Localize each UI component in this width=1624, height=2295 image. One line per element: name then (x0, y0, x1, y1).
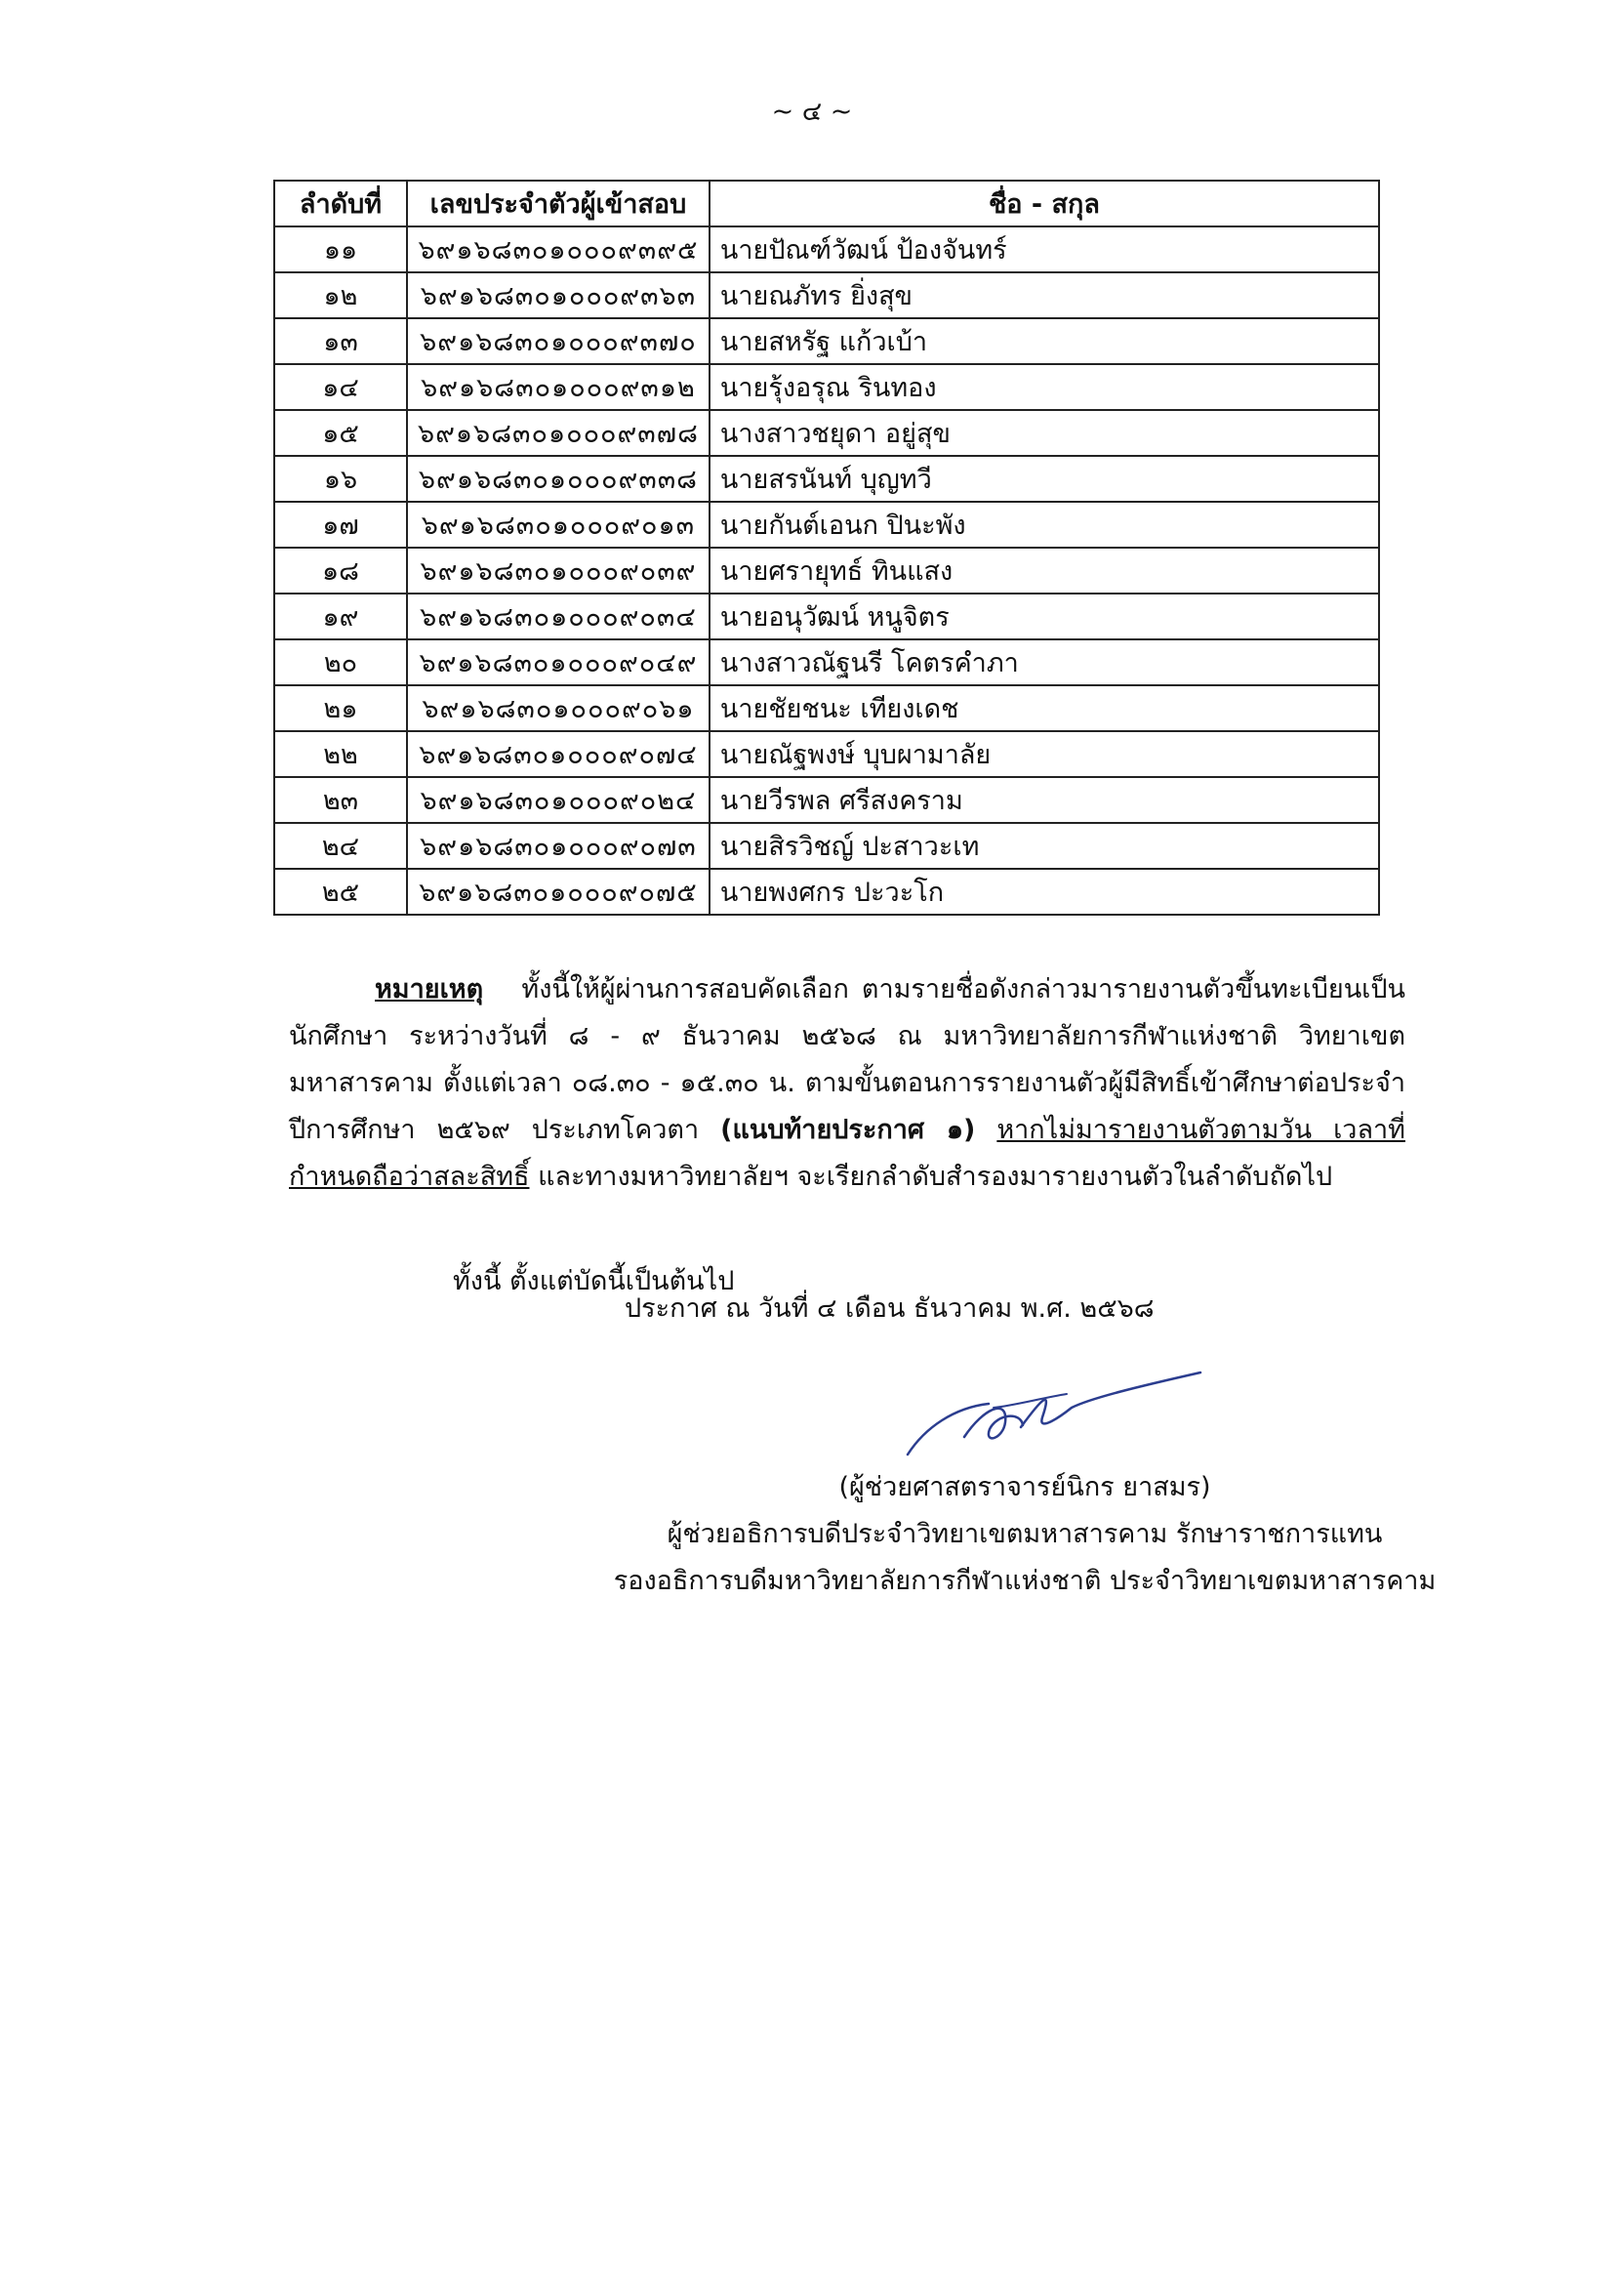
cell-seq: ๒๓ (274, 777, 407, 823)
cell-name: นางสาวชยุดา อยู่สุข (710, 410, 1379, 456)
cell-exam-id: ๖๙๑๖๘๓๐๑๐๐๐๙๐๒๔ (407, 777, 710, 823)
cell-name: นายปัณฑ์วัฒน์ ป้องจันทร์ (710, 226, 1379, 272)
cell-name: นายณัฐพงษ์ บุบผามาลัย (710, 731, 1379, 777)
cell-name: นายศรายุทธ์ ทินแสง (710, 548, 1379, 594)
cell-seq: ๑๓ (274, 318, 407, 364)
issue-date: ประกาศ ณ วันที่ ๔ เดือน ธันวาคม พ.ศ. ๒๕๖๘ (625, 1293, 1155, 1324)
signatory-block (586, 1464, 1464, 1605)
cell-name: นายชัยชนะ เทียงเดช (710, 685, 1379, 731)
effective-statement: ทั้งนี้ ตั้งแต่บัดนี้เป็นต้นไป (453, 1266, 735, 1296)
table-row (274, 502, 1379, 548)
note-forfeit-warning: หากไม่มารายงานตัวตามวัน เวลาที่กำหนดถือว่าสละสิทธิ์ (289, 1115, 1405, 1192)
cell-seq: ๒๔ (274, 823, 407, 869)
table-row (274, 456, 1379, 502)
signature-image (896, 1369, 1218, 1466)
cell-exam-id: ๖๙๑๖๘๓๐๑๐๐๐๙๐๗๔ (407, 731, 710, 777)
cell-name: นายพงศกร ปะวะโก (710, 869, 1379, 915)
table-row (274, 594, 1379, 639)
cell-seq: ๑๖ (274, 456, 407, 502)
note-text-1: ทั้งนี้ให้ผู้ผ่านการสอบคัดเลือก ตามรายชื่อดังกล่าวมารายงานตัวขึ้นทะเบียนเป็นนักศึกษา ระหว่างวันที่ ๘ - ๙ ธันวาคม ๒๕๖๘ ณ มหาวิทยาลัยการกีฬาแห่งชาติ วิทยาเขตมหาสารคาม ตั้งแต่เวลา ๐๘.๓๐ - ๑๕.๓๐ น. ตามขั้นตอนการรายงานตัวผู้มีสิทธิ์เข้าศึกษาต่อประจำปีการศึกษา ๒๕๖๙ ประเภทโควตา (289, 974, 1405, 1145)
cell-exam-id: ๖๙๑๖๘๓๐๑๐๐๐๙๐๑๓ (407, 502, 710, 548)
signatory-position-1: ผู้ช่วยอธิการบดีประจำวิทยาเขตมหาสารคาม รักษาราชการแทน (667, 1519, 1383, 1549)
note-label: หมายเหตุ (375, 974, 484, 1004)
cell-name: นายสิรวิชญ์ ปะสาวะเท (710, 823, 1379, 869)
cell-name: นายวีรพล ศรีสงคราม (710, 777, 1379, 823)
table-row (274, 226, 1379, 272)
table-row (274, 272, 1379, 318)
note-text-2: และทางมหาวิทยาลัยฯ จะเรียกลำดับสำรองมารายงานตัวในลำดับถัดไป (538, 1162, 1333, 1192)
signatory-name: (ผู้ช่วยศาสตราจารย์นิกร ยาสมร) (838, 1472, 1211, 1502)
cell-seq: ๑๒ (274, 272, 407, 318)
cell-name: นายสรนันท์ บุญทวี (710, 456, 1379, 502)
cell-exam-id: ๖๙๑๖๘๓๐๑๐๐๐๙๐๗๓ (407, 823, 710, 869)
header-exam-id: เลขประจำตัวผู้เข้าสอบ (407, 181, 710, 226)
page-number: ~ ๔ ~ (771, 97, 853, 127)
table-row (274, 364, 1379, 410)
table-row (274, 823, 1379, 869)
cell-exam-id: ๖๙๑๖๘๓๐๑๐๐๐๙๓๗๘ (407, 410, 710, 456)
cell-seq: ๒๐ (274, 639, 407, 685)
cell-exam-id: ๖๙๑๖๘๓๐๑๐๐๐๙๐๗๕ (407, 869, 710, 915)
candidate-table (273, 180, 1380, 916)
cell-seq: ๑๘ (274, 548, 407, 594)
cell-name: นายณภัทร ยิ่งสุข (710, 272, 1379, 318)
cell-name: นายรุ้งอรุณ รินทอง (710, 364, 1379, 410)
cell-exam-id: ๖๙๑๖๘๓๐๑๐๐๐๙๓๗๐ (407, 318, 710, 364)
cell-seq: ๑๕ (274, 410, 407, 456)
cell-exam-id: ๖๙๑๖๘๓๐๑๐๐๐๙๐๔๙ (407, 639, 710, 685)
header-name: ชื่อ - สกุล (710, 181, 1379, 226)
table-row (274, 639, 1379, 685)
cell-seq: ๑๔ (274, 364, 407, 410)
cell-exam-id: ๖๙๑๖๘๓๐๑๐๐๐๙๓๖๓ (407, 272, 710, 318)
cell-seq: ๒๕ (274, 869, 407, 915)
header-seq: ลำดับที่ (274, 181, 407, 226)
cell-exam-id: ๖๙๑๖๘๓๐๑๐๐๐๙๓๑๒ (407, 364, 710, 410)
cell-exam-id: ๖๙๑๖๘๓๐๑๐๐๐๙๐๓๔ (407, 594, 710, 639)
cell-seq: ๑๙ (274, 594, 407, 639)
table-row (274, 685, 1379, 731)
table-header-row (274, 181, 1379, 226)
cell-exam-id: ๖๙๑๖๘๓๐๑๐๐๐๙๐๓๙ (407, 548, 710, 594)
table-row (274, 731, 1379, 777)
cell-seq: ๒๒ (274, 731, 407, 777)
cell-exam-id: ๖๙๑๖๘๓๐๑๐๐๐๙๐๖๑ (407, 685, 710, 731)
note-paragraph (289, 966, 1405, 1201)
cell-seq: ๑๑ (274, 226, 407, 272)
cell-name: นายอนุวัฒน์ หนูจิตร (710, 594, 1379, 639)
cell-name: นายสหรัฐ แก้วเบ้า (710, 318, 1379, 364)
note-attachment-ref: (แนบท้ายประกาศ ๑) (720, 1115, 976, 1145)
table-row (274, 548, 1379, 594)
signatory-position-2: รองอธิการบดีมหาวิทยาลัยการกีฬาแห่งชาติ ประจำวิทยาเขตมหาสารคาม (613, 1566, 1437, 1596)
table-row (274, 318, 1379, 364)
cell-name: นางสาวณัฐนรี โคตรคำภา (710, 639, 1379, 685)
cell-exam-id: ๖๙๑๖๘๓๐๑๐๐๐๙๓๓๘ (407, 456, 710, 502)
table-row (274, 869, 1379, 915)
table-row (274, 777, 1379, 823)
cell-exam-id: ๖๙๑๖๘๓๐๑๐๐๐๙๓๙๕ (407, 226, 710, 272)
cell-seq: ๒๑ (274, 685, 407, 731)
cell-name: นายกันต์เอนก ปินะพัง (710, 502, 1379, 548)
cell-seq: ๑๗ (274, 502, 407, 548)
table-row (274, 410, 1379, 456)
